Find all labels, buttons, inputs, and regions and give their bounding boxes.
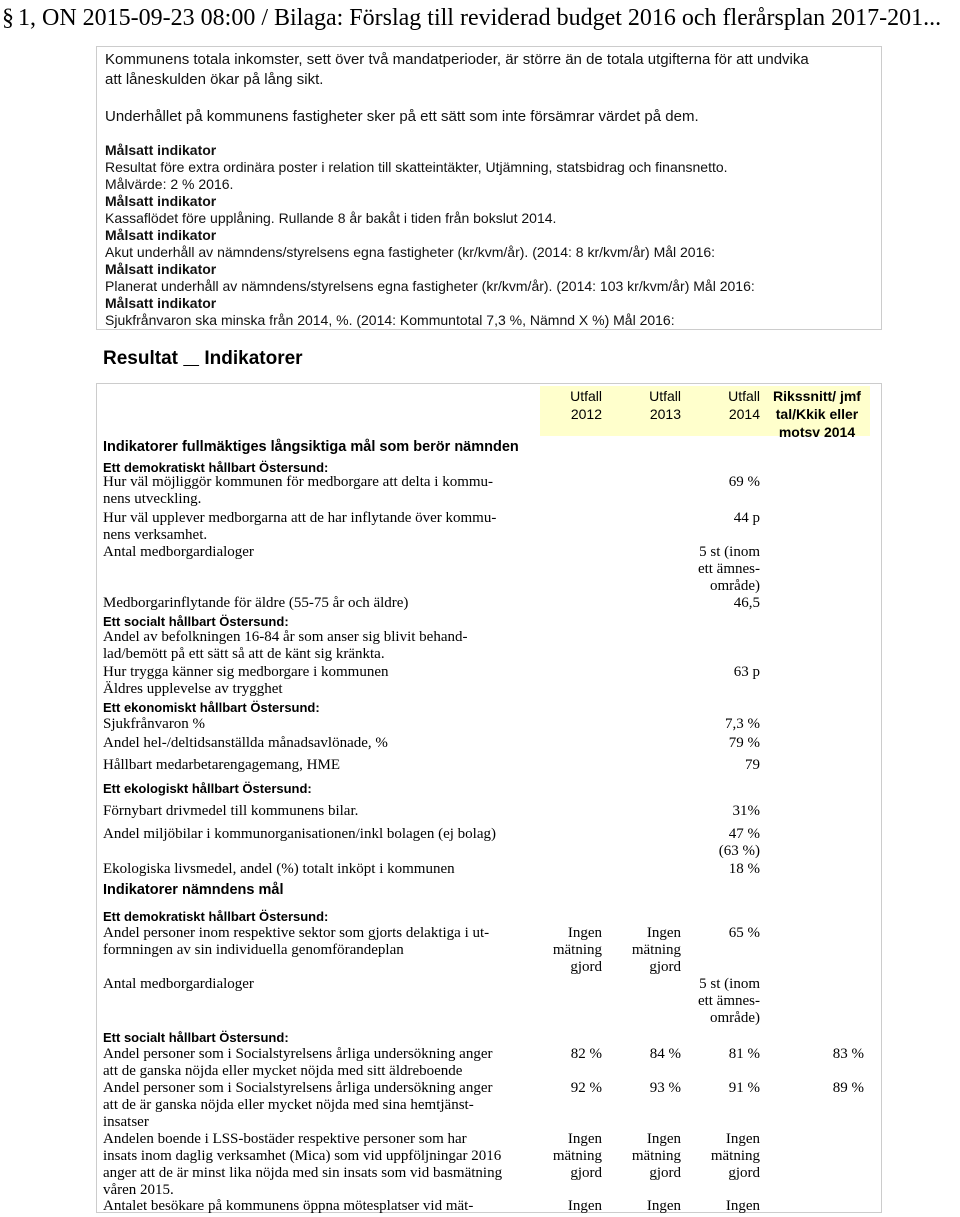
header-label: Utfall: [728, 388, 760, 404]
header-2013: [620, 387, 681, 423]
row-label: anger att de är minst lika nöjda med sin insats som vid basmätning: [103, 1165, 503, 1181]
intro-paragraph-line: att låneskulden ökar på lång sikt.: [105, 71, 324, 88]
section-heading: Ett socialt hållbart Östersund:: [103, 1030, 289, 1045]
intro-paragraph: Underhållet på kommunens fastigheter sker på ett sätt som inte försämrar värdet på dem.: [105, 108, 699, 125]
header-year: 2012: [570, 406, 602, 422]
results-title-a: Resultat: [103, 348, 178, 369]
indicator-label: Målsatt indikator: [105, 295, 217, 311]
value-2014: 7,3 %: [725, 716, 760, 732]
header-year: 2014: [728, 406, 760, 422]
value-2012: 82 %: [570, 1046, 602, 1062]
value-2014: ett ämnes-: [697, 561, 760, 577]
value-2014: 65 %: [728, 925, 760, 941]
header-label: Utfall: [649, 388, 681, 404]
row-label: Andel av befolkningen 16-84 år som anser sig blivit behand-: [103, 629, 468, 645]
indicator-text: Kassaflödet före upplåning. Rullande 8 år bakåt i tiden från bokslut 2014.: [105, 210, 557, 226]
value-2012: mätning: [552, 1148, 602, 1164]
intro-paragraph-line: Kommunens totala inkomster, sett över två mandatperioder, är större än de totala utgifterna för att undvika: [105, 51, 809, 68]
value-2014: 5 st (inom: [699, 544, 760, 560]
value-2012: Ingen: [567, 1198, 602, 1214]
value-2014: område): [710, 578, 760, 594]
value-2012: Ingen: [567, 1131, 602, 1147]
indicator-label: Målsatt indikator: [105, 227, 217, 243]
indicator-text: Målvärde: 2 % 2016.: [105, 176, 234, 192]
value-2014: 44 p: [733, 510, 760, 526]
row-label: Andel hel-/deltidsanställda månadsavlönade, %: [103, 735, 388, 751]
value-2014: 5 st (inom: [699, 976, 760, 992]
row-label: Andel personer som i Socialstyrelsens årliga undersökning anger: [103, 1080, 493, 1096]
indicator-text: Akut underhåll av nämndens/styrelsens egna fastigheter (kr/kvm/år). (2014: 8 kr/kvm/år) Mål 2016:: [105, 244, 716, 260]
row-label: Antalet besökare på kommunens öppna mötesplatser vid mät-: [103, 1198, 474, 1214]
row-label: Sjukfrånvaron %: [103, 716, 206, 732]
header-rikssnitt: [764, 387, 870, 441]
indicator-text: Resultat före extra ordinära poster i relation till skatteintäkter, Utjämning, statsbidrag och finansnetto.: [105, 159, 728, 175]
value-rikssnitt: 83 %: [832, 1046, 864, 1062]
row-label: att de ganska nöjda eller mycket nöjda med sitt äldreboende: [103, 1063, 463, 1079]
value-2014: mätning: [710, 1148, 760, 1164]
value-2014: 46,5: [733, 595, 760, 611]
row-label: Hållbart medarbetarengagemang, HME: [103, 757, 340, 773]
row-label: nens verksamhet.: [103, 527, 208, 543]
value-2012: 92 %: [570, 1080, 602, 1096]
header-label: Utfall: [570, 388, 602, 404]
value-2012: Ingen: [567, 925, 602, 941]
value-2014: 91 %: [728, 1080, 760, 1096]
intro-box: [96, 46, 882, 330]
row-label: Hur väl möjliggör kommunen för medborgare att delta i kommu-: [103, 474, 494, 490]
value-2013: mätning: [631, 1148, 681, 1164]
indicator-label: Målsatt indikator: [105, 193, 217, 209]
header-label: Rikssnitt/ jmf: [773, 388, 861, 404]
row-label: Förnybart drivmedel till kommunens bilar.: [103, 803, 359, 819]
section-heading: Ett demokratiskt hållbart Östersund:: [103, 909, 329, 924]
value-2014: gjord: [728, 1165, 760, 1181]
header-2012: [540, 387, 602, 423]
row-label: Andelen boende i LSS-bostäder respektive personer som har: [103, 1131, 467, 1147]
value-2014: Ingen: [725, 1131, 760, 1147]
row-label: lad/bemött på ett sätt så att de känt sig kränkta.: [103, 646, 385, 662]
row-label: Andel personer som i Socialstyrelsens årliga undersökning anger: [103, 1046, 493, 1062]
indicator-label: Målsatt indikator: [105, 142, 217, 158]
row-label: Ekologiska livsmedel, andel (%) totalt inköpt i kommunen: [103, 861, 455, 877]
value-2014: 63 p: [733, 664, 760, 680]
header-label: motsv 2014: [778, 424, 856, 440]
value-2013: 93 %: [649, 1080, 681, 1096]
row-label: Antal medborgardialoger: [103, 544, 254, 560]
value-2013: gjord: [649, 1165, 681, 1181]
value-2014: 47 %: [728, 826, 760, 842]
value-2014: 18 %: [728, 861, 760, 877]
value-2013: mätning: [631, 942, 681, 958]
row-label: Antal medborgardialoger: [103, 976, 254, 992]
value-rikssnitt: 89 %: [832, 1080, 864, 1096]
value-2013: Ingen: [646, 1131, 681, 1147]
document-header: [0, 0, 960, 36]
value-2014: Ingen: [725, 1198, 760, 1214]
indicator-text: Planerat underhåll av nämndens/styrelsens egna fastigheter (kr/kvm/år). (2014: 103 kr/kvm/år) Mål 2016:: [105, 278, 755, 294]
value-2014: 31%: [732, 803, 760, 819]
row-label: Hur trygga känner sig medborgare i kommunen: [103, 664, 389, 680]
value-2012: gjord: [570, 1165, 602, 1181]
section-heading: Ett socialt hållbart Östersund:: [103, 614, 289, 629]
value-2012: gjord: [570, 959, 602, 975]
value-2014: 79: [745, 757, 760, 773]
row-label: Andel miljöbilar i kommunorganisationen/inkl bolagen (ej bolag): [103, 826, 496, 842]
section-marker: §: [2, 5, 14, 31]
value-2014: område): [710, 1010, 760, 1026]
results-title-b: Indikatorer: [204, 348, 303, 369]
header-text: 1, ON 2015-09-23 08:00 / Bilaga: Förslag till reviderad budget 2016 och flerårsplan 2017-201...: [18, 5, 942, 31]
section-heading: Ett demokratiskt hållbart Östersund:: [103, 460, 329, 475]
results-title: [103, 348, 303, 370]
value-2014: 79 %: [728, 735, 760, 751]
value-2012: mätning: [552, 942, 602, 958]
row-label: Hur väl upplever medborgarna att de har inflytande över kommu-: [103, 510, 497, 526]
value-2013: 84 %: [649, 1046, 681, 1062]
value-2014: ett ämnes-: [697, 993, 760, 1009]
value-2013: Ingen: [646, 1198, 681, 1214]
row-label: Äldres upplevelse av trygghet: [103, 681, 283, 697]
row-label: insatser: [103, 1114, 149, 1130]
indicator-text: Sjukfrånvaron ska minska från 2014, %. (2014: Kommuntotal 7,3 %, Nämnd X %) Mål 2016:: [105, 312, 675, 328]
group-heading: Indikatorer fullmäktiges långsiktiga mål som berör nämnden: [103, 439, 519, 455]
value-2014: 81 %: [728, 1046, 760, 1062]
value-2013: Ingen: [646, 925, 681, 941]
row-label: nens utveckling.: [103, 491, 202, 507]
value-2014: 69 %: [728, 474, 760, 490]
section-heading: Ett ekonomiskt hållbart Östersund:: [103, 700, 320, 715]
indicator-label: Målsatt indikator: [105, 261, 217, 277]
row-label: Medborgarinflytande för äldre (55-75 år och äldre): [103, 595, 409, 611]
header-2014: [700, 387, 760, 423]
row-label: Andel personer inom respektive sektor som gjorts delaktiga i ut-: [103, 925, 490, 941]
row-label: insats inom daglig verksamhet (Mica) som vid uppföljningar 2016: [103, 1148, 502, 1164]
section-heading: Ett ekologiskt hållbart Östersund:: [103, 781, 312, 796]
value-2014: (63 %): [718, 843, 760, 859]
row-label: att de är ganska nöjda eller mycket nöjda med sina hemtjänst-: [103, 1097, 474, 1113]
row-label: formningen av sin individuella genomförandeplan: [103, 942, 404, 958]
header-year: 2013: [649, 406, 681, 422]
header-label: tal/Kkik eller: [775, 406, 859, 422]
group-heading: Indikatorer nämndens mål: [103, 882, 284, 898]
value-2013: gjord: [649, 959, 681, 975]
row-label: våren 2015.: [103, 1182, 174, 1198]
